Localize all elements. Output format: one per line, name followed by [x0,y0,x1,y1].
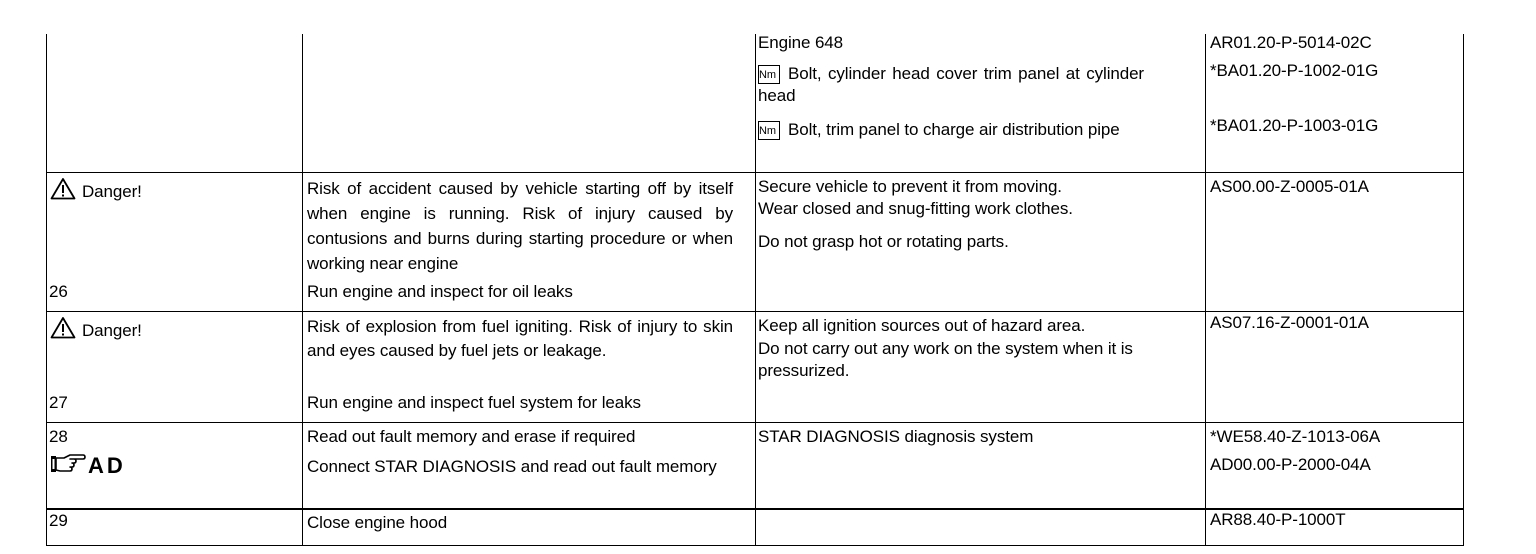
reference-link[interactable]: *WE58.40-Z-1013-06A [1210,427,1381,446]
warning-triangle-icon [50,316,76,339]
column-divider-3 [1205,34,1206,546]
column-divider-2 [755,34,756,546]
safety-measure: Do not grasp hot or rotating parts. [758,232,1009,251]
ad-marker [50,453,126,479]
torque-item-1 [758,63,1144,107]
reference-link[interactable]: AS07.16-Z-0001-01A [1210,313,1369,332]
danger-label-text: Danger! [82,321,142,340]
risk-text: Risk of accident caused by vehicle starting off by itself when engine is running. Risk of injury caused by contusions and burns during starting procedure or when working near engine [307,179,733,273]
reference-link[interactable]: *BA01.20-P-1003-01G [1210,116,1379,135]
danger-label-text: Danger! [82,182,142,201]
step-text: Read out fault memory and erase if required [307,427,636,446]
table-border-bottom [46,545,1464,546]
ad-label: AD [88,453,126,478]
step-text: Run engine and inspect fuel system for leaks [307,393,641,412]
danger-label [50,177,142,203]
tool-text: STAR DIAGNOSIS diagnosis system [758,427,1034,446]
reference-link[interactable]: AR01.20-P-5014-02C [1210,33,1372,52]
step-text: Run engine and inspect for oil leaks [307,282,573,301]
safety-measure: Secure vehicle to prevent it from moving. [758,177,1062,196]
step-number: 28 [49,427,68,446]
step-number: 26 [49,282,68,301]
step-sub-text: Connect STAR DIAGNOSIS and read out fault memory [307,457,717,476]
reference-link[interactable]: AR88.40-P-1000T [1210,510,1346,529]
torque-item-2-text: Bolt, trim panel to charge air distribution pipe [788,120,1120,139]
table-border-right [1463,34,1464,546]
torque-item-2 [758,119,1154,141]
risk-text: Risk of explosion from fuel igniting. Risk of injury to skin and eyes caused by fuel jets or leakage. [307,317,733,360]
step-number: 29 [49,511,68,530]
reference-link[interactable]: AD00.00-P-2000-04A [1210,455,1371,474]
danger-label [50,316,142,342]
row-divider-3 [46,422,1464,423]
row-divider-1 [46,172,1464,173]
column-divider-1 [302,34,303,546]
torque-nm-icon: Nm [758,65,780,84]
engine-648-title: Engine 648 [758,33,844,52]
safety-measure: Keep all ignition sources out of hazard area. [758,316,1086,335]
reference-link[interactable]: AS00.00-Z-0005-01A [1210,177,1369,196]
safety-measure: Wear closed and snug-fitting work clothes. [758,199,1073,218]
step-text: Close engine hood [307,513,448,532]
safety-measure: Do not carry out any work on the system when it is pressurized. [758,339,1133,380]
step-number: 27 [49,393,68,412]
pointing-hand-icon [50,453,86,479]
table-border-left [46,34,47,546]
reference-link[interactable]: *BA01.20-P-1002-01G [1210,61,1379,80]
torque-nm-icon: Nm [758,121,780,140]
warning-triangle-icon [50,177,76,200]
torque-item-1-text: Bolt, cylinder head cover trim panel at cylinder head [758,64,1144,105]
